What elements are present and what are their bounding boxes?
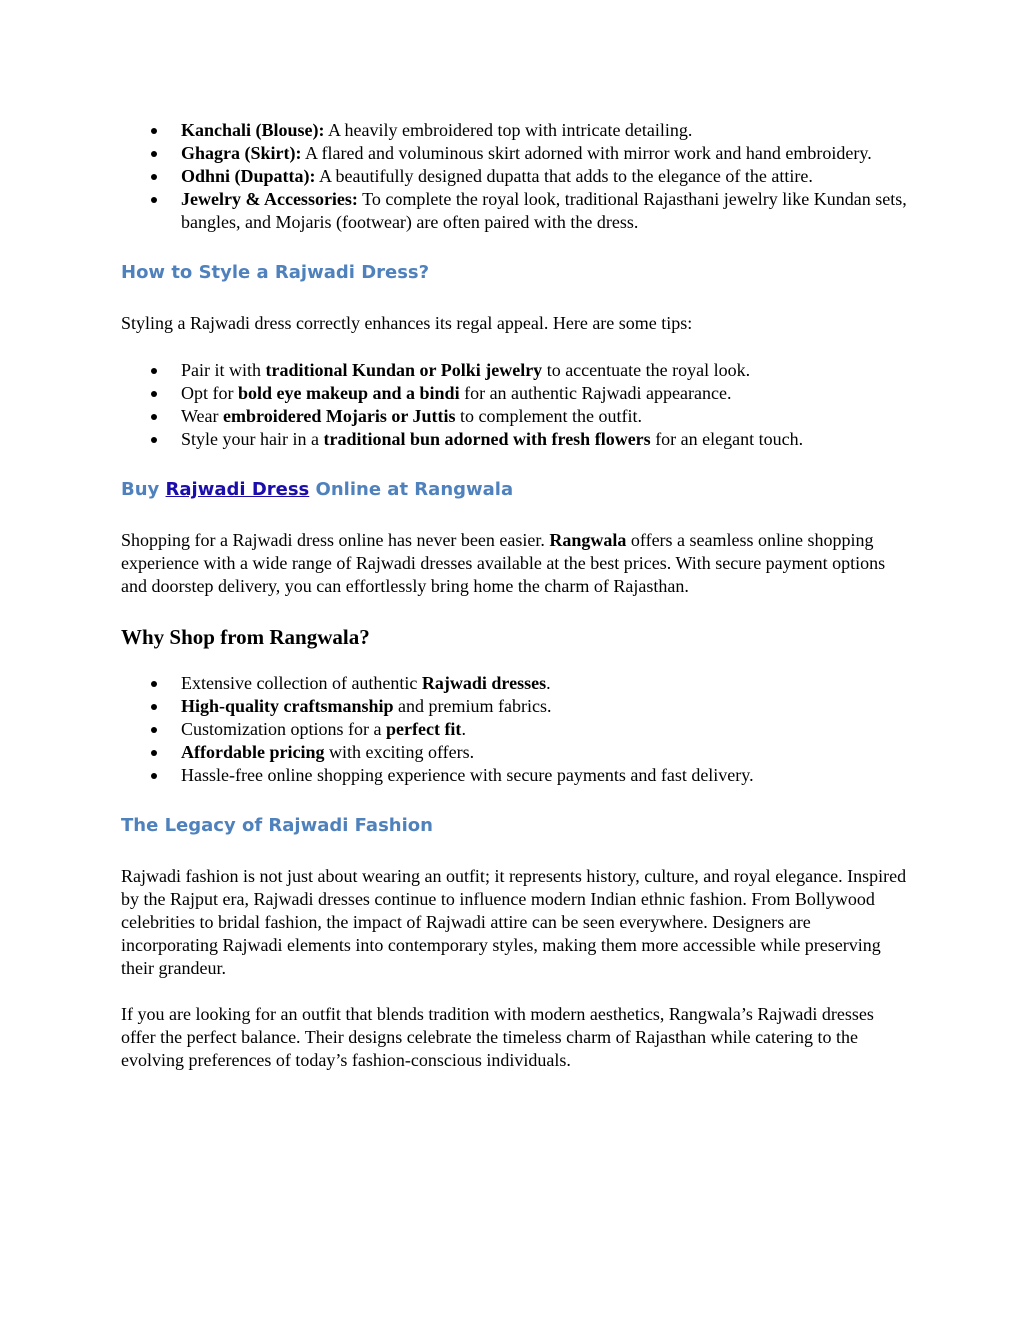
style-heading: How to Style a Rajwadi Dress? (121, 262, 430, 283)
list-item-term: Odhni (Dupatta): (181, 166, 316, 186)
legacy-paragraph-2: If you are looking for an outfit that blends tradition with modern aesthetics, Rangwala’s Rajwadi dresses offer the perfect balance. Their designs celebrate the timeless charm of Rajasthan while catering to the evolving preferences of today’s fashion-conscious individuals. (121, 1004, 874, 1070)
why-heading: Why Shop from Rangwala? (121, 625, 370, 649)
list-item-term: Ghagra (Skirt): (181, 143, 302, 163)
list-item: Pair it with traditional Kundan or Polki jewelry to accentuate the royal look. (121, 359, 911, 382)
list-item: High-quality craftsmanship and premium fabrics. (121, 695, 911, 718)
legacy-heading: The Legacy of Rajwadi Fashion (121, 815, 433, 836)
list-item-text: A beautifully designed dupatta that adds to the elegance of the attire. (315, 166, 813, 186)
rajwadi-dress-link[interactable]: Rajwadi Dress (165, 479, 310, 500)
components-list (121, 119, 911, 234)
list-item: Affordable pricing with exciting offers. (121, 741, 911, 764)
style-intro: Styling a Rajwadi dress correctly enhances its regal appeal. Here are some tips: (121, 313, 693, 333)
list-item (121, 188, 911, 234)
buy-paragraph: Shopping for a Rajwadi dress online has never been easier. Rangwala offers a seamless online shopping experience with a wide range of Rajwadi dresses available at the best prices. With secure payment options and doorstep delivery, you can effortlessly bring home the charm of Rajasthan. (121, 530, 886, 596)
list-item: Extensive collection of authentic Rajwadi dresses. (121, 672, 911, 695)
why-list (121, 672, 911, 787)
list-item: Hassle-free online shopping experience with secure payments and fast delivery. (121, 764, 911, 787)
list-item (121, 119, 911, 142)
list-item (121, 142, 911, 165)
buy-heading: Buy Rajwadi Dress Online at Rangwala (121, 479, 514, 500)
list-item-text: A flared and voluminous skirt adorned with mirror work and hand embroidery. (301, 143, 872, 163)
list-item: Style your hair in a traditional bun adorned with fresh flowers for an elegant touch. (121, 428, 911, 451)
list-item-term: Kanchali (Blouse): (181, 120, 325, 140)
list-item: Opt for bold eye makeup and a bindi for an authentic Rajwadi appearance. (121, 382, 911, 405)
list-item: Wear embroidered Mojaris or Juttis to complement the outfit. (121, 405, 911, 428)
list-item-term: Jewelry & Accessories: (181, 189, 358, 209)
list-item: Customization options for a perfect fit. (121, 718, 911, 741)
document-page (121, 119, 911, 1072)
legacy-paragraph-1: Rajwadi fashion is not just about wearing an outfit; it represents history, culture, and royal elegance. Inspired by the Rajput era, Rajwadi dresses continue to influence modern Indian ethnic fashion. From Bollywood celebrities to bridal fashion, the impact of Rajwadi attire can be seen everywhere. Designers are incorporating Rajwadi elements into contemporary styles, making them more accessible while preserving their grandeur. (121, 866, 907, 978)
list-item (121, 165, 911, 188)
style-tips-list (121, 359, 911, 451)
list-item-text: A heavily embroidered top with intricate detailing. (324, 120, 693, 140)
list-item-text: To complete the royal look, traditional Rajasthani jewelry like Kundan sets, bangles, and Mojaris (footwear) are often paired with the dress. (181, 189, 907, 232)
